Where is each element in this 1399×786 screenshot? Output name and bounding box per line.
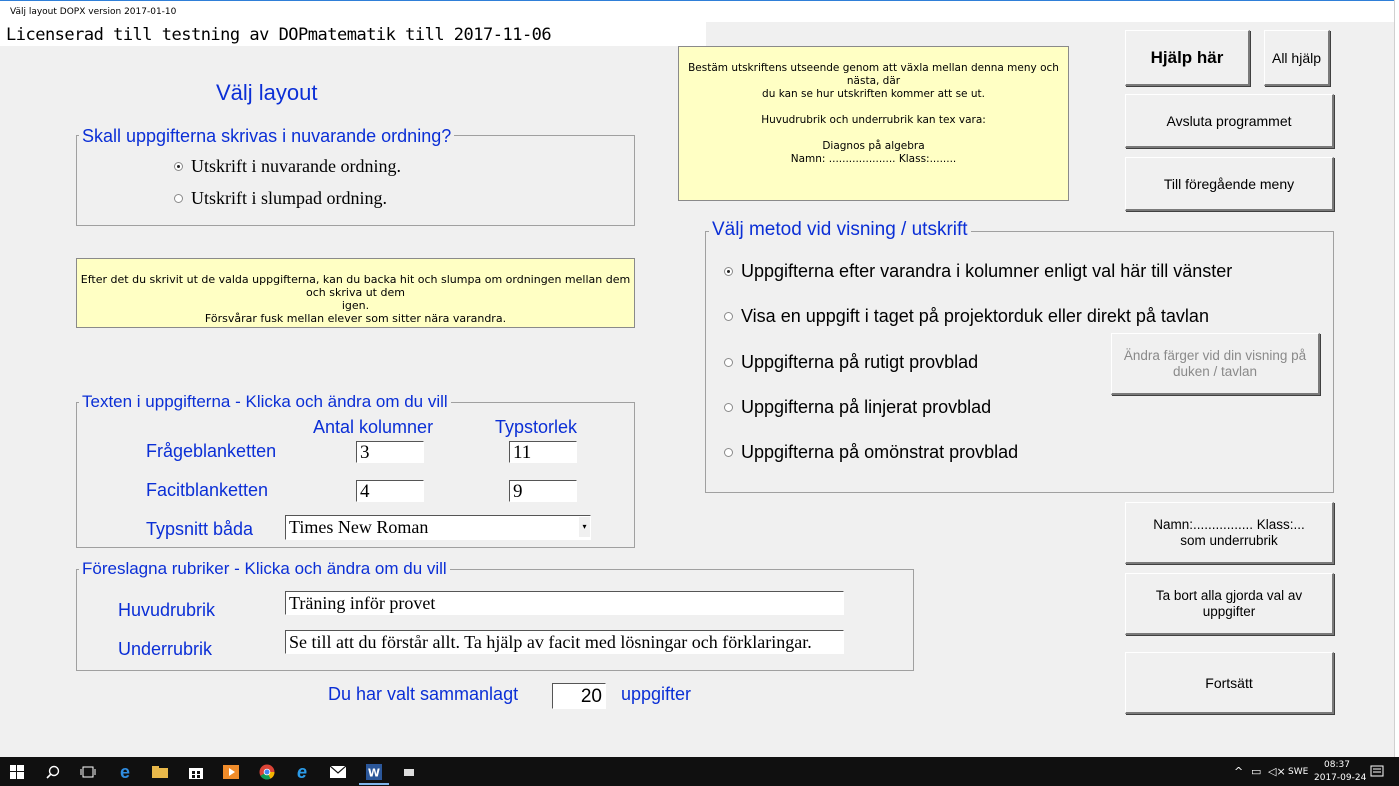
radio-icon[interactable] <box>724 403 733 412</box>
method-option-columns[interactable] <box>724 261 1232 282</box>
chevron-down-icon[interactable]: ▾ <box>579 517 590 537</box>
task-view-icon[interactable] <box>79 763 97 781</box>
font-size-header: Typstorlek <box>495 417 578 437</box>
note-line: Diagnos på algebra <box>822 140 925 152</box>
method-option-label: Visa en uppgift i taget på projektorduk eller direkt på tavlan <box>741 306 1209 326</box>
edge-icon[interactable]: e <box>119 761 130 782</box>
language-indicator[interactable]: SWE <box>1288 767 1309 777</box>
active-app-indicator <box>359 783 389 785</box>
button-line: uppgifter <box>1202 603 1256 619</box>
button-line: som underrubrik <box>1180 532 1278 548</box>
note-line: Namn: .................... Klass:........ <box>790 153 957 165</box>
method-option-label: Uppgifterna efter varandra i kolumner enligt val här till vänster <box>741 261 1233 281</box>
method-option-grid-sheet[interactable] <box>724 352 978 373</box>
network-icon[interactable]: ▭ <box>1251 765 1262 778</box>
radio-icon[interactable] <box>724 312 733 321</box>
order-group <box>76 135 635 226</box>
clock-date[interactable]: 2017-09-24 <box>1314 773 1367 783</box>
chrome-icon[interactable] <box>258 763 276 781</box>
notification-icon[interactable] <box>1368 763 1386 781</box>
name-class-subheading-button[interactable] <box>1125 502 1334 564</box>
headings-legend: Föreslagna rubriker - Klicka och ändra om du vill <box>79 559 450 579</box>
question-sheet-label: Frågeblanketten <box>146 441 277 461</box>
radio-icon[interactable] <box>724 448 733 457</box>
font-family-label: Typsnitt båda <box>146 519 254 539</box>
method-option-label: Uppgifterna på linjerat provblad <box>741 397 992 417</box>
continue-button[interactable]: Fortsätt <box>1125 652 1334 714</box>
question-columns-input[interactable]: 3 <box>356 441 424 463</box>
button-line: Ändra färger vid din visning på <box>1123 347 1307 363</box>
method-legend: Välj metod vid visning / utskrift <box>709 219 971 241</box>
radio-icon[interactable] <box>724 358 733 367</box>
store-icon[interactable] <box>187 763 205 781</box>
file-explorer-icon[interactable] <box>151 763 169 781</box>
method-option-projector[interactable] <box>724 306 1209 327</box>
taskbar <box>0 757 1399 786</box>
method-option-lined-sheet[interactable] <box>724 397 991 418</box>
main-heading-input[interactable]: Träning inför provet <box>285 591 844 615</box>
font-family-select[interactable] <box>285 515 591 540</box>
all-help-button[interactable]: All hjälp <box>1264 30 1330 86</box>
chevron-up-icon[interactable]: ^ <box>1234 765 1244 778</box>
note-line: igen. <box>341 299 370 312</box>
change-colors-button[interactable] <box>1111 333 1320 395</box>
answer-columns-input[interactable]: 4 <box>356 480 424 502</box>
answer-sheet-label: Facitblanketten <box>146 480 269 500</box>
clock-time[interactable]: 08:37 <box>1324 760 1350 770</box>
total-prefix: Du har valt sammanlagt <box>328 684 519 704</box>
order-group-legend: Skall uppgifterna skrivas i nuvarande ordning? <box>79 126 454 147</box>
radio-icon[interactable] <box>174 194 183 203</box>
windows-start-icon[interactable] <box>8 763 26 781</box>
font-family-value: Times New Roman <box>289 517 429 537</box>
button-line: Namn:................ Klass:... <box>1153 516 1305 532</box>
help-here-button[interactable]: Hjälp här <box>1125 30 1250 86</box>
note-line: Bestäm utskriftens utseende genom att växla mellan denna meny och nästa, där <box>688 62 1059 87</box>
text-settings-legend: Texten i uppgifterna - Klicka och ändra om du vill <box>79 392 451 412</box>
speaker-muted-icon[interactable]: ◁× <box>1268 765 1286 778</box>
radio-selected-icon[interactable] <box>174 162 183 171</box>
method-option-label: Uppgifterna på omönstrat provblad <box>741 442 1019 462</box>
license-bar <box>0 22 706 46</box>
app-icon[interactable] <box>400 763 418 781</box>
note-line: Försvårar fusk mellan elever som sitter nära varandra. <box>204 312 507 325</box>
remove-all-selections-button[interactable] <box>1125 573 1334 635</box>
order-option-label: Utskrift i nuvarande ordning. <box>191 156 401 176</box>
note-line: du kan se hur utskriften kommer att se ut. <box>762 88 985 100</box>
question-font-size-input[interactable]: 11 <box>509 441 577 463</box>
main-heading-label: Huvudrubrik <box>118 600 216 620</box>
button-line: duken / tavlan <box>1172 363 1258 379</box>
columns-header: Antal kolumner <box>313 417 434 437</box>
total-count: 20 <box>552 683 606 709</box>
license-text: Licenserad till testning av DOPmatematik till 2017-11-06 <box>6 25 552 45</box>
mail-icon[interactable] <box>329 763 347 781</box>
total-suffix: uppgifter <box>621 684 692 704</box>
previous-menu-button[interactable]: Till föregående meny <box>1125 157 1334 211</box>
order-option-current[interactable] <box>174 156 401 177</box>
sub-heading-input[interactable]: Se till att du förstår allt. Ta hjälp av facit med lösningar och förklaringar. <box>285 630 844 654</box>
note-line: Efter det du skrivit ut de valda uppgifterna, kan du backa hit och slumpa om ordningen mellan dem och skriva ut dem <box>80 273 631 299</box>
window-title: Välj layout DOPX version 2017-01-10 <box>10 7 177 17</box>
window-titlebar[interactable] <box>0 0 1399 22</box>
print-info-note <box>678 46 1069 201</box>
svg-text:W: W <box>367 766 381 780</box>
order-info-note <box>76 258 635 328</box>
method-option-label: Uppgifterna på rutigt provblad <box>741 352 979 372</box>
search-icon[interactable] <box>44 763 62 781</box>
button-line: Ta bort alla gjorda val av <box>1155 587 1303 603</box>
answer-font-size-input[interactable]: 9 <box>509 480 577 502</box>
word-icon[interactable] <box>365 763 383 781</box>
window-border <box>1394 0 1399 757</box>
radio-selected-icon[interactable] <box>724 267 733 276</box>
internet-explorer-icon[interactable]: e <box>296 761 307 782</box>
sub-heading-label: Underrubrik <box>118 639 213 659</box>
quit-program-button[interactable]: Avsluta programmet <box>1125 94 1334 148</box>
note-line: Huvudrubrik och underrubrik kan tex vara: <box>761 114 986 126</box>
page-title: Välj layout <box>216 80 318 105</box>
order-option-random[interactable] <box>174 188 387 209</box>
order-option-label: Utskrift i slumpad ordning. <box>191 188 387 208</box>
method-option-plain-sheet[interactable] <box>724 442 1018 463</box>
media-player-icon[interactable] <box>222 763 240 781</box>
